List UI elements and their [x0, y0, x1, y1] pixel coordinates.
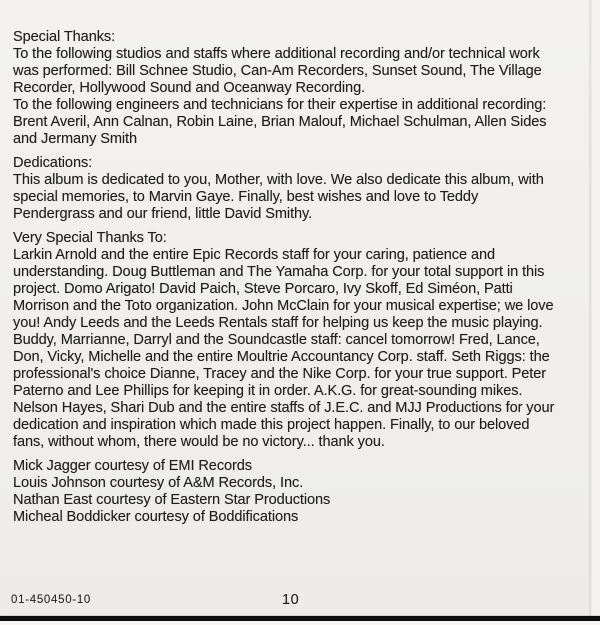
text-line: Very Special Thanks To: — [13, 230, 167, 246]
page-number: 10 — [282, 592, 300, 608]
text-line: understanding. Doug Buttleman and The Yamaha Corp. for your total support in this — [13, 264, 545, 280]
text-line: Don, Vicky, Michelle and the entire Moultrie Accountancy Corp. staff. Seth Riggs: the — [13, 349, 550, 365]
text-line: Pendergrass and our friend, little David Smithy. — [13, 206, 313, 222]
text-line: special memories, to Marvin Gaye. Finally, best wishes and love to Teddy — [13, 189, 479, 205]
text-line: Special Thanks: — [13, 29, 116, 45]
section-dedications — [13, 155, 596, 223]
text-line: project. Domo Arigato! David Paich, Steve Porcaro, Ivy Skoff, Ed Siméon, Patti — [13, 281, 513, 297]
text-line: This album is dedicated to you, Mother, with love. We also dedicate this album, with — [13, 172, 544, 188]
text-line: Dedications: — [13, 155, 93, 171]
text-line: and Jermany Smith — [13, 131, 138, 147]
text-line: Buddy, Marrianne, Darryl and the Soundcastle staff: cancel tomorrow! Fred, Lance, — [13, 332, 540, 348]
text-line: Recorder, Hollywood Sound and Oceanway Recording. — [13, 80, 366, 96]
text-line: Micheal Boddicker courtesy of Boddifications — [13, 509, 299, 525]
text-line: To the following studios and staffs where additional recording and/or technical work — [13, 46, 540, 62]
text-line: Louis Johnson courtesy of A&M Records, Inc. — [13, 475, 304, 491]
text-line: fans, without whom, there would be no victory... thank you. — [13, 434, 385, 450]
text-line: professional's choice Dianne, Tracey and the Nike Corp. for your true support. Peter — [13, 366, 547, 382]
text-line: Larkin Arnold and the entire Epic Records staff for your caring, patience and — [13, 247, 496, 263]
text-line: you! Andy Leeds and the Leeds Rentals staff for helping us keep the music playing. — [13, 315, 543, 331]
text-line: was performed: Bill Schnee Studio, Can-Am Recorders, Sunset Sound, The Village — [13, 63, 542, 79]
text-line: Nelson Hayes, Shari Dub and the entire staffs of J.E.C. and MJJ Productions for your — [13, 400, 555, 416]
text-line: Morrison and the Toto organization. John McClain for your musical expertise; we love — [13, 298, 554, 314]
text-block — [13, 29, 596, 533]
section-special-thanks — [13, 29, 596, 148]
text-line: To the following engineers and technicians for their expertise in additional recording: — [13, 97, 547, 113]
text-line: Mick Jagger courtesy of EMI Records — [13, 458, 253, 474]
scan-below-edge — [0, 621, 600, 625]
text-line: Brent Averil, Ann Calnan, Robin Laine, Brian Malouf, Michael Schulman, Allen Sides — [13, 114, 547, 130]
section-courtesy-credits — [13, 458, 596, 526]
text-line: Nathan East courtesy of Eastern Star Productions — [13, 492, 331, 508]
text-line: Paterno and Lee Phillips for keeping it in order. A.K.G. for great-sounding mikes. — [13, 383, 523, 399]
section-very-special-thanks — [13, 230, 596, 451]
catalog-number: 01-450450-10 — [11, 594, 92, 606]
text-line: dedication and inspiration which made this project happen. Finally, to our beloved — [13, 417, 530, 433]
